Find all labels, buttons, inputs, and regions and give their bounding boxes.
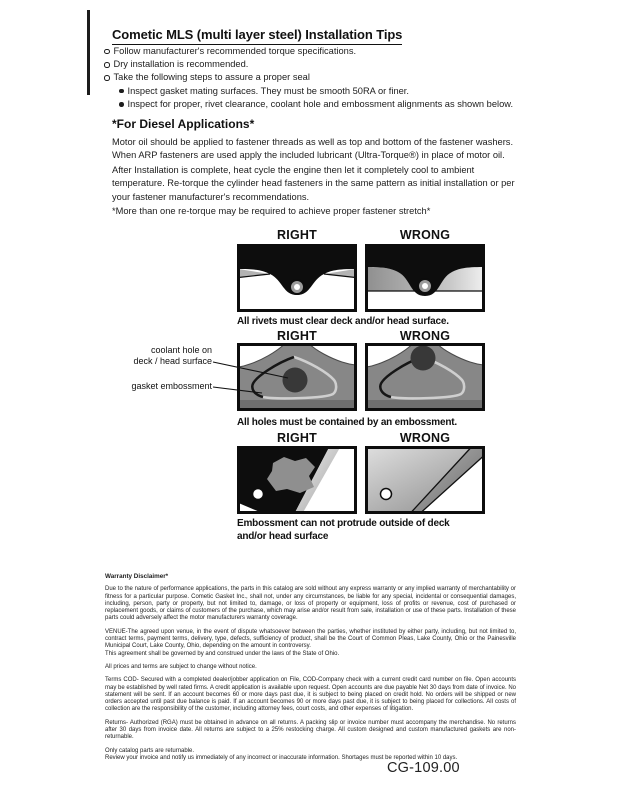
- diesel-applications-heading: *For Diesel Applications*: [112, 117, 255, 131]
- list-sub-item: [119, 85, 534, 98]
- list-item-text: Dry installation is recommended.: [113, 59, 249, 70]
- rivet-wrong-illustration: [365, 244, 485, 312]
- list-item-text: Take the following steps to assure a proper seal: [113, 72, 310, 83]
- rivet-caption: All rivets must clear deck and/or head surface.: [237, 316, 449, 327]
- protrusion-wrong-diagram: [365, 446, 485, 514]
- rivet-wrong-diagram: [365, 244, 485, 312]
- warranty-paragraph: Review your invoice and notify us immediately of any incorrect or inaccurate information. Shortages must be reported within 10 days.: [105, 754, 458, 761]
- hollow-bullet-icon: [104, 62, 110, 68]
- protrusion-right-diagram: [237, 446, 357, 514]
- warranty-paragraph: VENUE-The agreed upon venue, in the event of dispute whatsoever between the parties, whether instituted by either party, including, but not limited to, contract terms, payment terms, delivery, type, defects, sufficiency of product, shall be the Court of Common Pleas, Lake County, Ohio or the Painesville Municipal Court, Lake County, Ohio, depending on the amount in controversy.: [105, 628, 516, 650]
- left-margin-rule: [87, 10, 90, 95]
- wrong-label: WRONG: [399, 431, 451, 445]
- warranty-paragraph: Only catalog parts are returnable.: [105, 747, 195, 754]
- warranty-paragraph: Returns- Authorized (RGA) must be obtained in advance on all returns. A packing slip or invoice number must accompany the merchandise. No returns after 30 days from invoice date. All returns are subject to a 25% restocking charge. All custom designed and custom manufactured gaskets are non-returnable.: [105, 719, 516, 741]
- coolant-right-illustration: [237, 343, 357, 411]
- warranty-paragraph: All prices and terms are subject to change without notice.: [105, 663, 257, 670]
- coolant-hole-label: coolant hole on deck / head surface: [133, 345, 212, 366]
- warranty-paragraph: This agreement shall be governed by and construed under the laws of the State of Ohio.: [105, 650, 340, 657]
- diesel-paragraph-1: Motor oil should be applied to fastener threads as well as top and bottom of the fastener washers. When ARP fasteners are used apply the included lubricant (Ultra-Torque®) in place of motor oil.: [112, 137, 514, 161]
- filled-bullet-icon: [119, 89, 124, 94]
- list-item: [104, 58, 534, 71]
- list-item-text: Inspect for proper, rivet clearance, coolant hole and embossment alignments as shown below.: [127, 98, 514, 109]
- rivet-right-illustration: [237, 244, 357, 312]
- installation-tips-list: [104, 45, 534, 111]
- page-title: Cometic MLS (multi layer steel) Installation Tips: [112, 27, 402, 45]
- wrong-label: WRONG: [399, 228, 451, 242]
- warranty-paragraph: Terms COD- Secured with a completed dealer/jobber application on File, COD-Company check with a current credit card number on file. Open accounts may be established by well rated firms. A credit application is available upon request. Open accounts are due payable Net 30 days from date of invoice. No statement will be sent. If an account becomes 60 or more days past due, it is subject to being placed on credit hold. No orders will be shipped or new orders accepted until past due balance is paid. If an account becomes 90 or more days past due, it is subject to being placed for collections. All costs of collection are the responsibility of the customer, including attorney fees, court costs, and other expenses of litigation.: [105, 677, 516, 713]
- warranty-paragraph: Due to the nature of performance applications, the parts in this catalog are sold without any express warranty or any implied warranty of merchantability or fitness for a particular purpose. Cometic Gasket Inc., shall not, under any circumstances, be liable for any special, incidental or consequential damages, including, person, party or property, but not limited to, damage, or loss of property or equipment, loss of profits or revenue, cost of purchased or replacement goods, or claims of customers of the purchase, which may arise and/or result from sale, installation or use of these parts. Installation of these parts could adversely affect the motor manufacturers warranty coverage.: [105, 586, 516, 622]
- coolant-wrong-illustration: [365, 343, 485, 411]
- right-label: RIGHT: [277, 228, 317, 242]
- holes-caption: All holes must be contained by an embossment.: [237, 417, 457, 428]
- retorque-note: *More than one re-torque may be required to achieve proper fastener stretch*: [112, 206, 431, 216]
- page-code: CG-109.00: [387, 760, 460, 776]
- diesel-paragraph-2: After Installation is complete, heat cycle the engine then let it completely cool to ambient temperature. Re-torque the cylinder head fasteners in the same pattern as initial installation or per your fastener manufacturer's recommendations.: [112, 165, 515, 202]
- list-item: [104, 45, 534, 58]
- warranty-heading: Warranty Disclaimer*: [105, 573, 169, 580]
- wrong-label: WRONG: [399, 329, 451, 343]
- list-item-text: Follow manufacturer's recommended torque specifications.: [113, 46, 357, 56]
- list-sub-item: [119, 98, 534, 111]
- right-label: RIGHT: [277, 431, 317, 445]
- gasket-embossment-label: gasket embossment: [131, 381, 212, 391]
- filled-bullet-icon: [119, 102, 124, 107]
- list-item: [104, 71, 534, 84]
- coolant-wrong-diagram: [365, 343, 485, 411]
- hollow-bullet-icon: [104, 49, 110, 55]
- protrusion-wrong-illustration: [365, 446, 485, 514]
- rivet-right-diagram: [237, 244, 357, 312]
- warranty-disclaimer: [105, 573, 516, 762]
- list-item-text: Inspect gasket mating surfaces. They must be smooth 50RA or finer.: [127, 85, 409, 96]
- protrusion-right-illustration: [237, 446, 357, 514]
- hollow-bullet-icon: [104, 75, 110, 81]
- coolant-right-diagram: [237, 343, 357, 411]
- embossment-caption: Embossment can not protrude outside of deck and/or head surface: [237, 518, 450, 542]
- right-label: RIGHT: [277, 329, 317, 343]
